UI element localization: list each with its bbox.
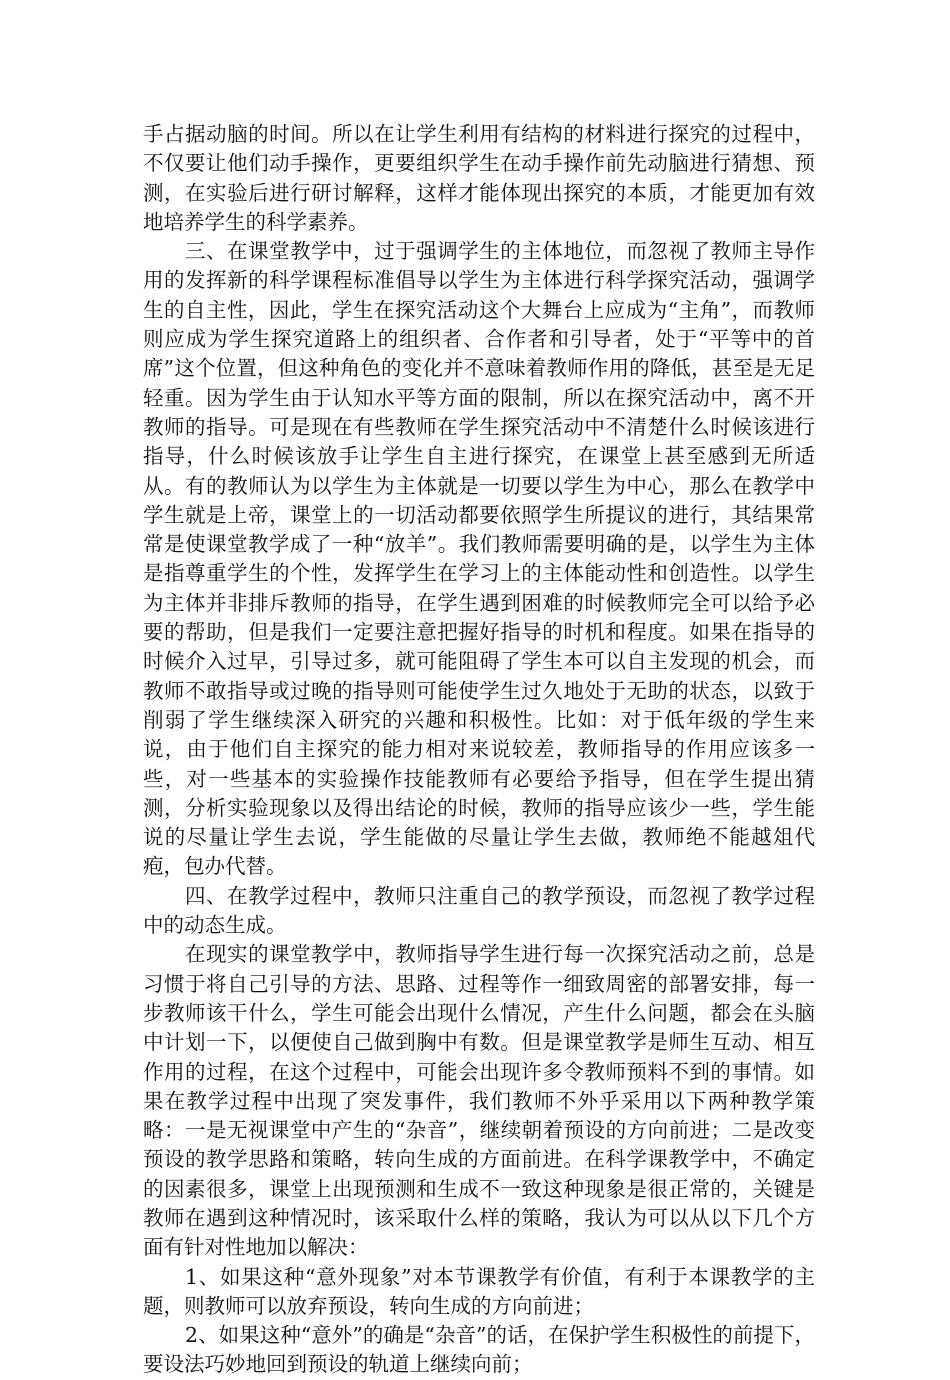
paragraph-strategy-one: 1、如果这种“意外现象”对本节课教学有价值，有利于本课教学的主题，则教师可以放弃预设，转向生成的方向前进； [143, 1264, 815, 1318]
paragraph-continuation: 手占据动脑的时间。所以在让学生利用有结构的材料进行探究的过程中，不仅要让他们动手操作，更要组织学生在动手操作前先动脑进行猜想、预测，在实验后进行研讨解释，这样才能体现出探究的本质，才能更加有效地培养学生的科学素养。 [143, 122, 815, 234]
paragraph-strategy-two: 2、如果这种“意外”的确是“杂音”的话，在保护学生积极性的前提下，要设法巧妙地回到预设的轨道上继续向前； [143, 1323, 815, 1377]
paragraph-section-four-body: 在现实的课堂教学中，教师指导学生进行每一次探究活动之前，总是习惯于将自己引导的方法、思路、过程等作一细致周密的部署安排，每一步教师该干什么，学生可能会出现什么情况，产生什么问题，都会在头脑中计划一下，以便使自己做到胸中有数。但是课堂教学是师生互动、相互作用的过程，在这个过程中，可能会出现许多令教师预料不到的事情。如果在教学过程中出现了突发事件，我们教师不外乎采用以下两种教学策略：一是无视课堂中产生的“杂音”，继续朝着预设的方向前进；二是改变预设的教学思路和策略，转向生成的方面前进。在科学课教学中，不确定的因素很多，课堂上出现预测和生成不一致这种现象是很正常的，关键是教师在遇到这种情况时，该采取什么样的策略，我认为可以从以下几个方面有针对性地加以解决： [143, 942, 815, 1260]
paragraph-section-three: 三、在课堂教学中，过于强调学生的主体地位，而忽视了教师主导作用的发挥新的科学课程标准倡导以学生为主体进行科学探究活动，强调学生的自主性，因此，学生在探究活动这个大舞台上应成为“主角”，而教师则应成为学生探究道路上的组织者、合作者和引导者，处于“平等中的首席”这个位置，但这种角色的变化并不意味着教师作用的降低，甚至是无足轻重。因为学生由于认知水平等方面的限制，所以在探究活动中，离不开教师的指导。可是现在有些教师在学生探究活动中不清楚什么时候该进行指导，什么时候该放手让学生自主进行探究，在课堂上甚至感到无所适从。有的教师认为以学生为主体就是一切要以学生为中心，那么在教学中学生就是上帝，课堂上的一切活动都要依照学生所提议的进行，其结果常常是使课堂教学成了一种“放羊”。我们教师需要明确的是，以学生为主体是指尊重学生的个性，发挥学生在学习上的主体能动性和创造性。以学生为主体并非排斥教师的指导，在学生遇到困难的时候教师完全可以给予必要的帮助，但是我们一定要注意把握好指导的时机和程度。如果在指导的时候介入过早，引导过多，就可能阻碍了学生本可以自主发现的机会，而教师不敢指导或过晚的指导则可能使学生过久地处于无助的状态，以致于削弱了学生继续深入研究的兴趣和积极性。比如：对于低年级的学生来说，由于他们自主探究的能力相对来说较差，教师指导的作用应该多一些，对一些基本的实验操作技能教师有必要给予指导，但在学生提出猜测，分析实验现象以及得出结论的时候，教师的指导应该少一些，学生能说的尽量让学生去说，学生能做的尽量让学生去做，教师绝不能越俎代疱，包办代替。 [143, 239, 815, 879]
paragraph-section-four-heading: 四、在教学过程中，教师只注重自己的教学预设，而忽视了教学过程中的动态生成。 [143, 883, 815, 938]
document-body [143, 120, 815, 1380]
